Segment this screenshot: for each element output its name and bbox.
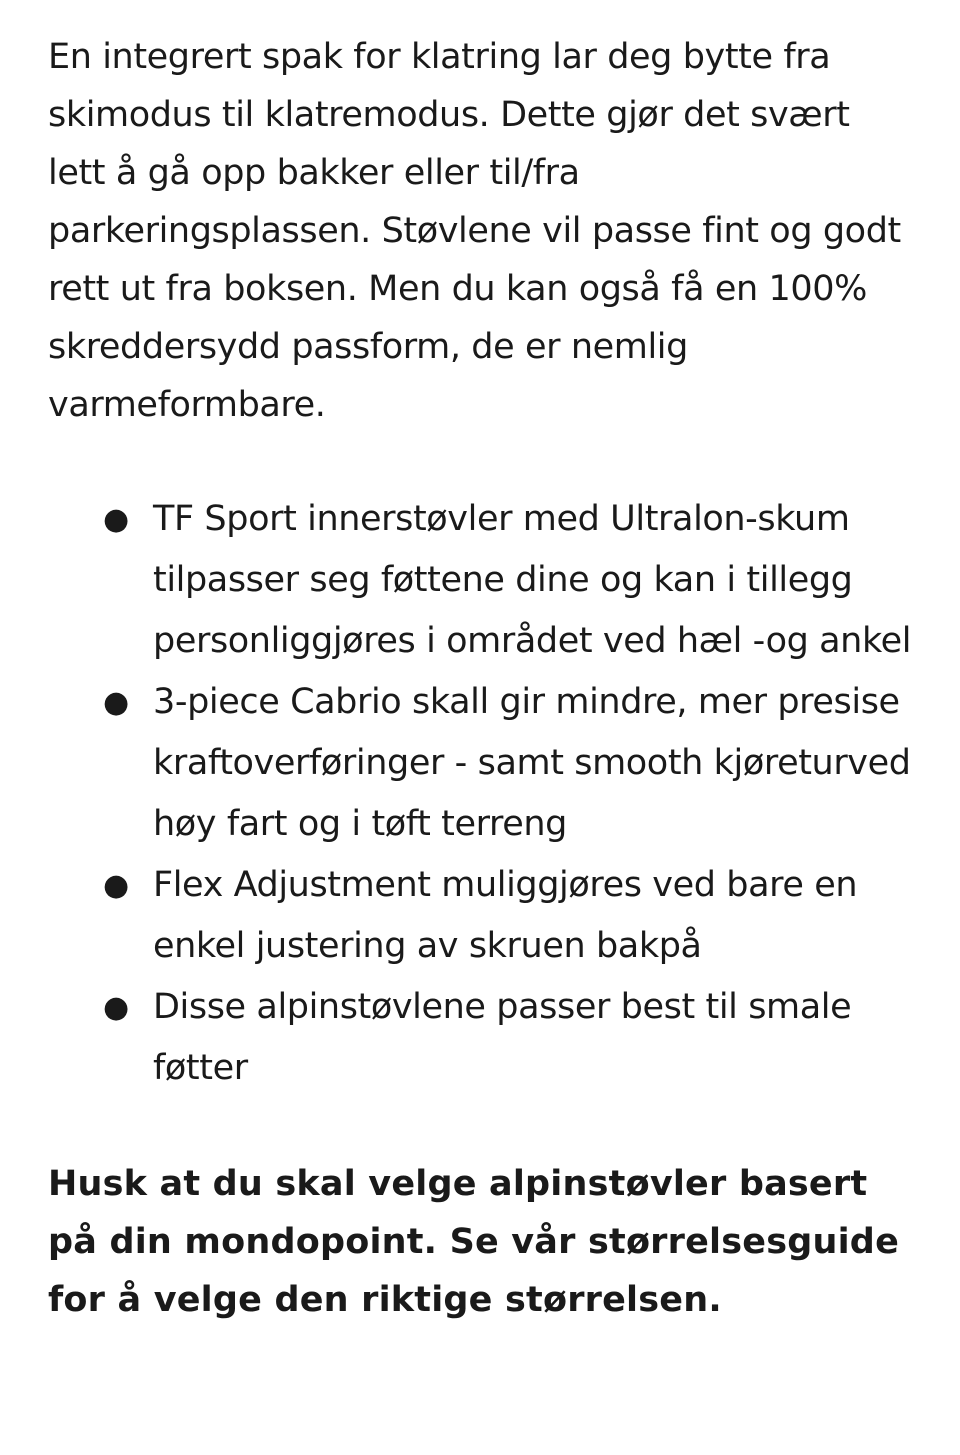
feature-list [48,489,912,1099]
bullet-icon: ● [103,990,129,1025]
feature-item [103,855,912,977]
feature-text: 3-piece Cabrio skall gir mindre, mer presise kraftoverføringer - samt smooth kjøreturved høy fart og i tøft terreng [153,682,911,844]
bullet-icon: ● [103,685,129,720]
bullet-icon: ● [103,502,129,537]
intro-paragraph: En integrert spak for klatring lar deg bytte fra skimodus til klatremodus. Dette gjør det svært lett å gå opp bakker eller til/fra parkeringsplassen. Støvlene vil passe fint og godt rett ut fra boksen. Men du kan også få en 100% skreddersydd passform, de er nemlig varmeformbare. [48,37,901,425]
size-guide-note: Husk at du skal velge alpinstøvler basert på din mondopoint. Se vår størrelsesguide for å velge den riktige størrelsen. [48,1164,900,1320]
feature-text: TF Sport innerstøvler med Ultralon-skum tilpasser seg føttene dine og kan i tillegg personliggjøres i området ved hæl -og ankel [153,499,912,661]
feature-text: Disse alpinstøvlene passer best til smale føtter [153,987,852,1088]
bullet-icon: ● [103,868,129,903]
feature-item [103,977,912,1099]
feature-item [103,672,912,855]
feature-item [103,489,912,672]
feature-text: Flex Adjustment muliggjøres ved bare en enkel justering av skruen bakpå [153,865,858,966]
